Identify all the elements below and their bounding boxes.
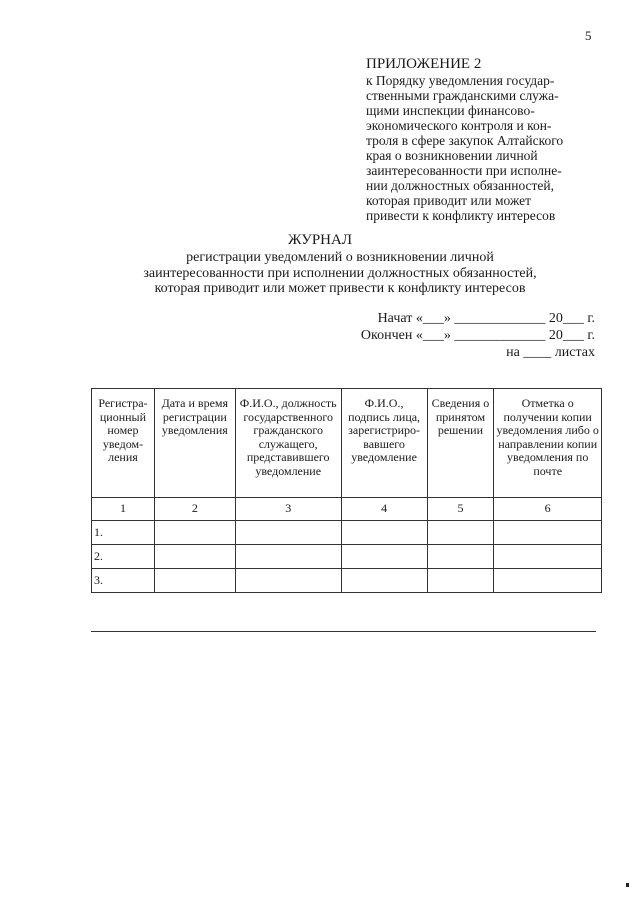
table-cell <box>494 569 602 593</box>
appendix-line: края о возникновении личной <box>366 148 538 163</box>
table-cell <box>341 569 427 593</box>
table-row <box>92 569 602 593</box>
table-cell <box>235 521 341 545</box>
appendix-line: экономического контроля и кон- <box>366 118 552 133</box>
column-number: 2 <box>154 498 235 521</box>
column-number: 6 <box>494 498 602 521</box>
header-registration-datetime: Дата и время регистрации уведомления <box>154 389 235 498</box>
scan-mark <box>626 883 629 887</box>
journal-subtitle-line: заинтересованности при исполнении должностных обязанностей, <box>143 265 537 281</box>
bottom-divider-line <box>91 631 596 632</box>
table-cell <box>341 545 427 569</box>
appendix-line: привести к конфликту интересов <box>366 208 556 223</box>
appendix-line: нии должностных обязанностей, <box>366 178 555 193</box>
started-date-line: Начат «___» _____________ 20___ г. <box>377 311 595 326</box>
row-label: 1. <box>92 521 155 545</box>
column-number: 4 <box>341 498 427 521</box>
row-label: 3. <box>92 569 155 593</box>
journal-title: ЖУРНАЛ <box>287 232 353 248</box>
journal-subtitle-line: регистрации уведомлений о возникновении личной <box>186 250 494 265</box>
appendix-line: которая приводит или может <box>366 193 532 208</box>
journal-subtitle-line: которая приводит или может привести к конфликту интересов <box>154 281 526 296</box>
column-number: 5 <box>427 498 494 521</box>
table-cell <box>341 521 427 545</box>
column-number-row <box>92 498 602 521</box>
appendix-line: щими инспекции финансово- <box>366 103 535 118</box>
finished-date-line: Окончен «___» _____________ 20___ г. <box>360 328 595 343</box>
registration-table <box>91 388 602 593</box>
appendix-title: ПРИЛОЖЕНИЕ 2 <box>366 56 482 72</box>
header-registration-number: Регистра-ционный номер уведом-ления <box>92 389 155 498</box>
journal-subtitle <box>100 250 580 297</box>
row-label: 2. <box>92 545 155 569</box>
appendix-line: заинтересованности при исполне- <box>366 163 562 178</box>
header-decision-info: Сведения о принятом решении <box>427 389 494 498</box>
table-cell <box>427 569 494 593</box>
table-row <box>92 545 602 569</box>
appendix-block <box>366 56 616 223</box>
table-cell <box>494 545 602 569</box>
appendix-line: к Порядку уведомления государ- <box>366 73 555 88</box>
table-cell <box>235 545 341 569</box>
table-cell <box>427 545 494 569</box>
table-row <box>92 521 602 545</box>
table-cell <box>235 569 341 593</box>
header-copy-mark: Отметка о получении копии уведомления либо о направлении копии уведомления по почте <box>494 389 602 498</box>
header-registrar-signature: Ф.И.О., подпись лица, зарегистриро-вавшего уведомление <box>341 389 427 498</box>
journal-dates <box>361 310 595 361</box>
sheets-count-line: на ____ листах <box>506 345 595 360</box>
table-header-row <box>92 389 602 498</box>
column-number: 3 <box>235 498 341 521</box>
table-cell <box>154 545 235 569</box>
table-cell <box>154 569 235 593</box>
appendix-line: троля в сфере закупок Алтайского <box>366 133 564 148</box>
header-employee-info: Ф.И.О., должность государственного гражданского служащего, представившего уведомление <box>235 389 341 498</box>
page-number: 5 <box>585 28 592 43</box>
appendix-line: ственными гражданскими служа- <box>366 88 559 103</box>
table-cell <box>427 521 494 545</box>
table-cell <box>154 521 235 545</box>
table-cell <box>494 521 602 545</box>
column-number: 1 <box>92 498 155 521</box>
